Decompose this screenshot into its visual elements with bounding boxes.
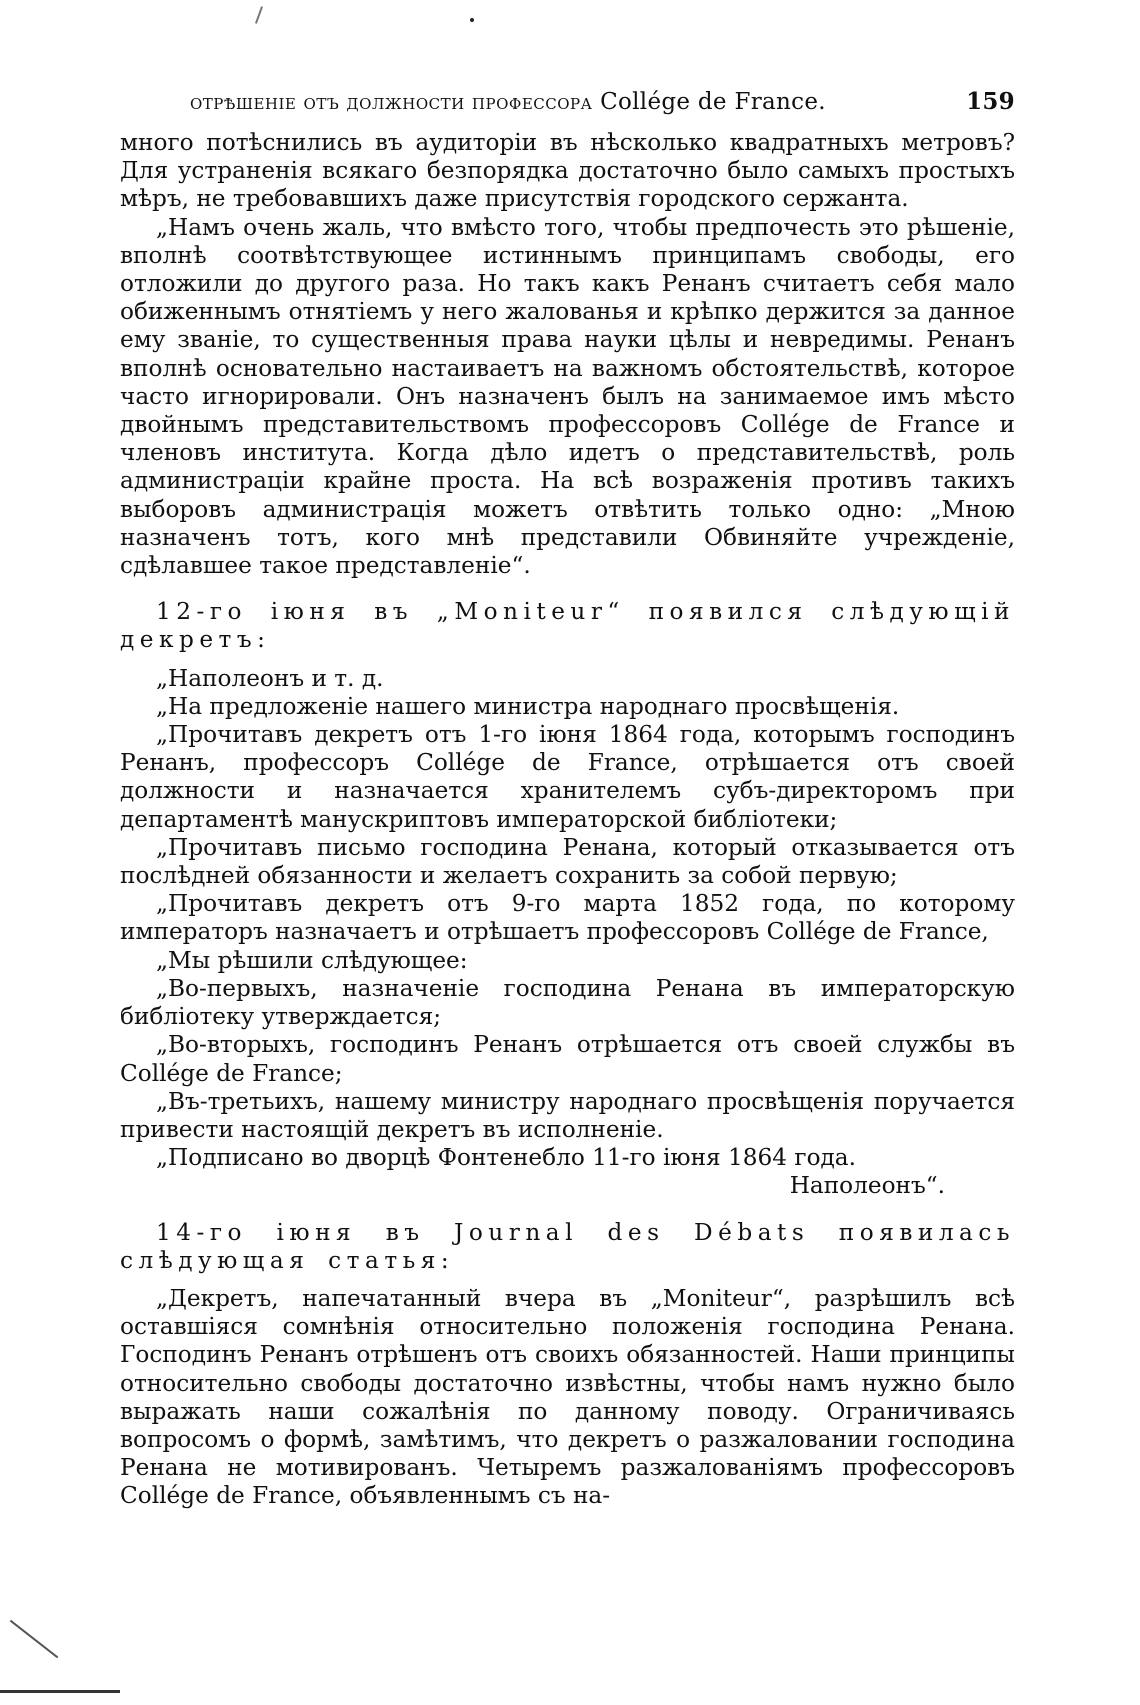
spacer (120, 1275, 1015, 1285)
running-header (120, 88, 1015, 115)
scan-artifact (255, 6, 263, 24)
decree-line: „Прочитавъ декретъ отъ 1-го іюня 1864 года, которымъ господинъ Ренанъ, профессоръ Collége de France, отрѣшается отъ своей должности и назначается хранителемъ субъ-директоромъ при департаментѣ манускриптовъ императорской библіотеки; (120, 721, 1015, 833)
header-title (120, 89, 826, 115)
decree-line: „Во-первыхъ, назначеніе господина Ренана въ императорскую библіотеку утверждается; (120, 974, 1015, 1031)
article-intro: 14-го іюня въ Journal des Débats появилась слѣдующая статья: (120, 1218, 1015, 1274)
decree-intro: 12-го іюня въ „Moniteur“ появился слѣдующій декретъ: (120, 598, 1015, 654)
decree-line: „Прочитавъ декретъ отъ 9-го марта 1852 года, по которому императоръ назначаетъ и отрѣшаетъ профессоровъ Collége de France, (120, 890, 1015, 946)
spacer (120, 655, 1015, 665)
decree-line: „На предложеніе нашего министра народнаго просвѣщенія. (156, 692, 900, 720)
header-title-rest: Collége de France. (600, 89, 826, 115)
spacer (120, 1201, 1015, 1219)
decree-line: „Подписано во дворцѣ Фонтенебло 11-го іюня 1864 года. (156, 1144, 857, 1172)
scan-artifact (10, 1620, 59, 1659)
decree-line: „Наполеонъ и т. д. (156, 664, 384, 692)
decree-line: „Во-вторыхъ, господинъ Ренанъ отрѣшается отъ своей службы въ Collége de France; (120, 1031, 1015, 1087)
decree-line: „Прочитавъ письмо господина Ренана, который отказывается отъ послѣдней обязанности и желаетъ сохранить за собой первую; (120, 833, 1015, 890)
book-page (120, 88, 1015, 1511)
spacer (120, 580, 1015, 598)
article-text: „Декретъ, напечатанный вчера въ „Moniteur“, разрѣшилъ всѣ оставшіяся сомнѣнія относительно положенія господина Ренана. Господинъ Ренанъ отрѣшенъ отъ своихъ обязанностей. Наши принципы относительно свободы достаточно извѣстны, чтобы намъ нужно было выражать наши сожалѣнія по данному поводу. Ограничиваясь вопросомъ о формѣ, замѣтимъ, что декретъ о разжаловании господина Ренана не мотивированъ. Четыремъ разжалованіямъ профессоровъ Collége de France, объявленнымъ съ на- (120, 1284, 1015, 1510)
scan-artifact (0, 1690, 120, 1693)
decree-line: „Въ-третьихъ, нашему министру народнаго просвѣщенія поручается привести настоящій декретъ въ исполненіе. (120, 1087, 1015, 1143)
scan-artifact (470, 18, 474, 22)
page-number: 159 (966, 88, 1015, 115)
header-title-caps: отрѣшеніе отъ должности профессора (190, 90, 593, 114)
decree-signature: Наполеонъ“. (789, 1172, 945, 1200)
decree-line: „Мы рѣшили слѣдующее: (156, 946, 468, 974)
paragraph: „Намъ очень жаль, что вмѣсто того, чтобы предпочесть это рѣшеніе, вполнѣ соотвѣтствующее истиннымъ принципамъ свободы, его отложили до другого раза. Но такъ какъ Ренанъ считаетъ себя мало обиженнымъ отнятіемъ у него жалованья и крѣпко держится за данное ему званіе, то существенныя права науки цѣлы и невредимы. Ренанъ вполнѣ основательно настаиваетъ на важномъ обстоятельствѣ, которое часто игнорировали. Онъ назначенъ былъ на занимаемое имъ мѣсто двойнымъ представительствомъ профессоровъ Collége de France и членовъ института. Когда дѣло идетъ о представительствѣ, роль администраціи крайне проста. На всѣ возраженія противъ такихъ выборовъ администрація можетъ отвѣтить только одно: „Мною назначенъ тотъ, кого мнѣ представили Обвиняйте учрежденіе, сдѣлавшее такое представленіе“. (120, 213, 1015, 580)
paragraph: много потѣснились въ аудиторіи въ нѣсколько квадратныхъ метровъ? Для устраненія всякаго безпорядка достаточно было самыхъ простыхъ мѣръ, не требовавшихъ даже присутствія городского сержанта. (120, 129, 1015, 213)
